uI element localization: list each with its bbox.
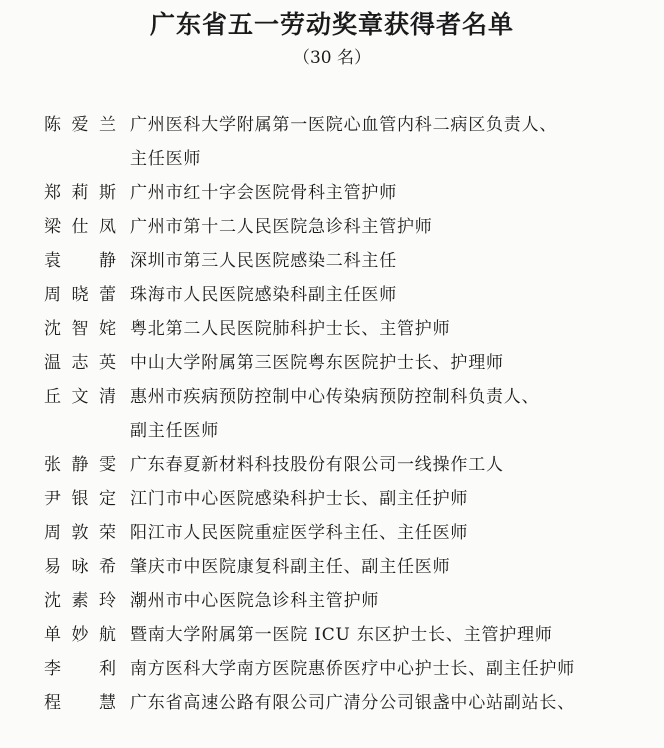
awardee-name: 程 慧 bbox=[44, 693, 116, 713]
list-item bbox=[0, 210, 664, 244]
list-item bbox=[0, 278, 664, 312]
affiliation-line: 广州市第十二人民医院急诊科主管护师 bbox=[130, 217, 433, 237]
awardee-affiliation bbox=[130, 482, 640, 516]
list-item bbox=[0, 584, 664, 618]
list-item bbox=[0, 312, 664, 346]
awardee-affiliation bbox=[130, 346, 640, 380]
awardee-name: 陈爱兰 bbox=[44, 115, 116, 135]
list-item bbox=[0, 380, 664, 448]
affiliation-line: 潮州市中心医院急诊科主管护师 bbox=[130, 591, 380, 611]
list-item bbox=[0, 618, 664, 652]
awardee-name: 温志英 bbox=[44, 353, 116, 373]
list-item bbox=[0, 686, 664, 720]
awardee-affiliation bbox=[130, 516, 640, 550]
list-item bbox=[0, 482, 664, 516]
affiliation-line: 阳江市人民医院重症医学科主任、主任医师 bbox=[130, 523, 469, 543]
affiliation-line: 南方医科大学南方医院惠侨医疗中心护士长、副主任护师 bbox=[130, 659, 575, 679]
awardee-affiliation bbox=[130, 210, 640, 244]
awardee-affiliation bbox=[130, 278, 640, 312]
awardee-affiliation bbox=[130, 312, 640, 346]
awardee-name: 丘文清 bbox=[44, 387, 116, 407]
awardee-name: 张静雯 bbox=[44, 455, 116, 475]
awardee-name: 梁仕凤 bbox=[44, 217, 116, 237]
awardee-name: 周敦荣 bbox=[44, 523, 116, 543]
awardee-name: 袁 静 bbox=[44, 251, 116, 271]
awardee-affiliation bbox=[130, 652, 640, 686]
awardee-name: 尹银定 bbox=[44, 489, 116, 509]
affiliation-line: 广东省高速公路有限公司广清分公司银盏中心站副站长、 bbox=[130, 693, 575, 713]
awardee-name: 周晓蕾 bbox=[44, 285, 116, 305]
awardee-affiliation bbox=[130, 448, 640, 482]
list-item bbox=[0, 652, 664, 686]
awardee-affiliation bbox=[130, 176, 640, 210]
affiliation-line: 广东春夏新材料科技股份有限公司一线操作工人 bbox=[130, 455, 504, 475]
affiliation-line: 惠州市疾病预防控制中心传染病预防控制科负责人、 bbox=[130, 387, 540, 407]
list-item bbox=[0, 244, 664, 278]
affiliation-line: 深圳市第三人民医院感染二科主任 bbox=[130, 251, 397, 271]
awardee-affiliation bbox=[130, 584, 640, 618]
awardee-count: （30 名） bbox=[292, 48, 372, 68]
awardee-name: 李 利 bbox=[44, 659, 116, 679]
awardee-affiliation bbox=[130, 108, 640, 176]
awardee-name: 郑莉斯 bbox=[44, 183, 116, 203]
awardee-affiliation bbox=[130, 618, 640, 652]
list-item bbox=[0, 516, 664, 550]
list-item bbox=[0, 448, 664, 482]
awardee-affiliation bbox=[130, 686, 640, 720]
affiliation-line: 暨南大学附属第一医院 ICU 东区护士长、主管护理师 bbox=[130, 625, 553, 645]
awardee-name: 单妙航 bbox=[44, 625, 116, 645]
awardee-affiliation bbox=[130, 244, 640, 278]
awardee-affiliation bbox=[130, 550, 640, 584]
awardee-name: 沈素玲 bbox=[44, 591, 116, 611]
affiliation-line: 中山大学附属第三医院粤东医院护士长、护理师 bbox=[130, 353, 504, 373]
affiliation-line: 广州医科大学附属第一医院心血管内科二病区负责人、 bbox=[130, 115, 558, 135]
affiliation-line: 副主任医师 bbox=[130, 421, 219, 441]
affiliation-line: 江门市中心医院感染科护士长、副主任护师 bbox=[130, 489, 469, 509]
affiliation-line: 主任医师 bbox=[130, 149, 202, 169]
list-item bbox=[0, 346, 664, 380]
awardee-affiliation bbox=[130, 380, 640, 448]
affiliation-line: 肇庆市中医院康复科副主任、副主任医师 bbox=[130, 557, 451, 577]
affiliation-line: 珠海市人民医院感染科副主任医师 bbox=[130, 285, 397, 305]
affiliation-line: 广州市红十字会医院骨科主管护师 bbox=[130, 183, 397, 203]
list-item bbox=[0, 176, 664, 210]
awardee-name: 沈智姹 bbox=[44, 319, 116, 339]
affiliation-line: 粤北第二人民医院肺科护士长、主管护师 bbox=[130, 319, 451, 339]
awardee-list bbox=[0, 108, 664, 720]
awardee-name: 易咏希 bbox=[44, 557, 116, 577]
list-item bbox=[0, 550, 664, 584]
list-item bbox=[0, 108, 664, 176]
document-title: 广东省五一劳动奖章获得者名单 bbox=[149, 10, 514, 39]
